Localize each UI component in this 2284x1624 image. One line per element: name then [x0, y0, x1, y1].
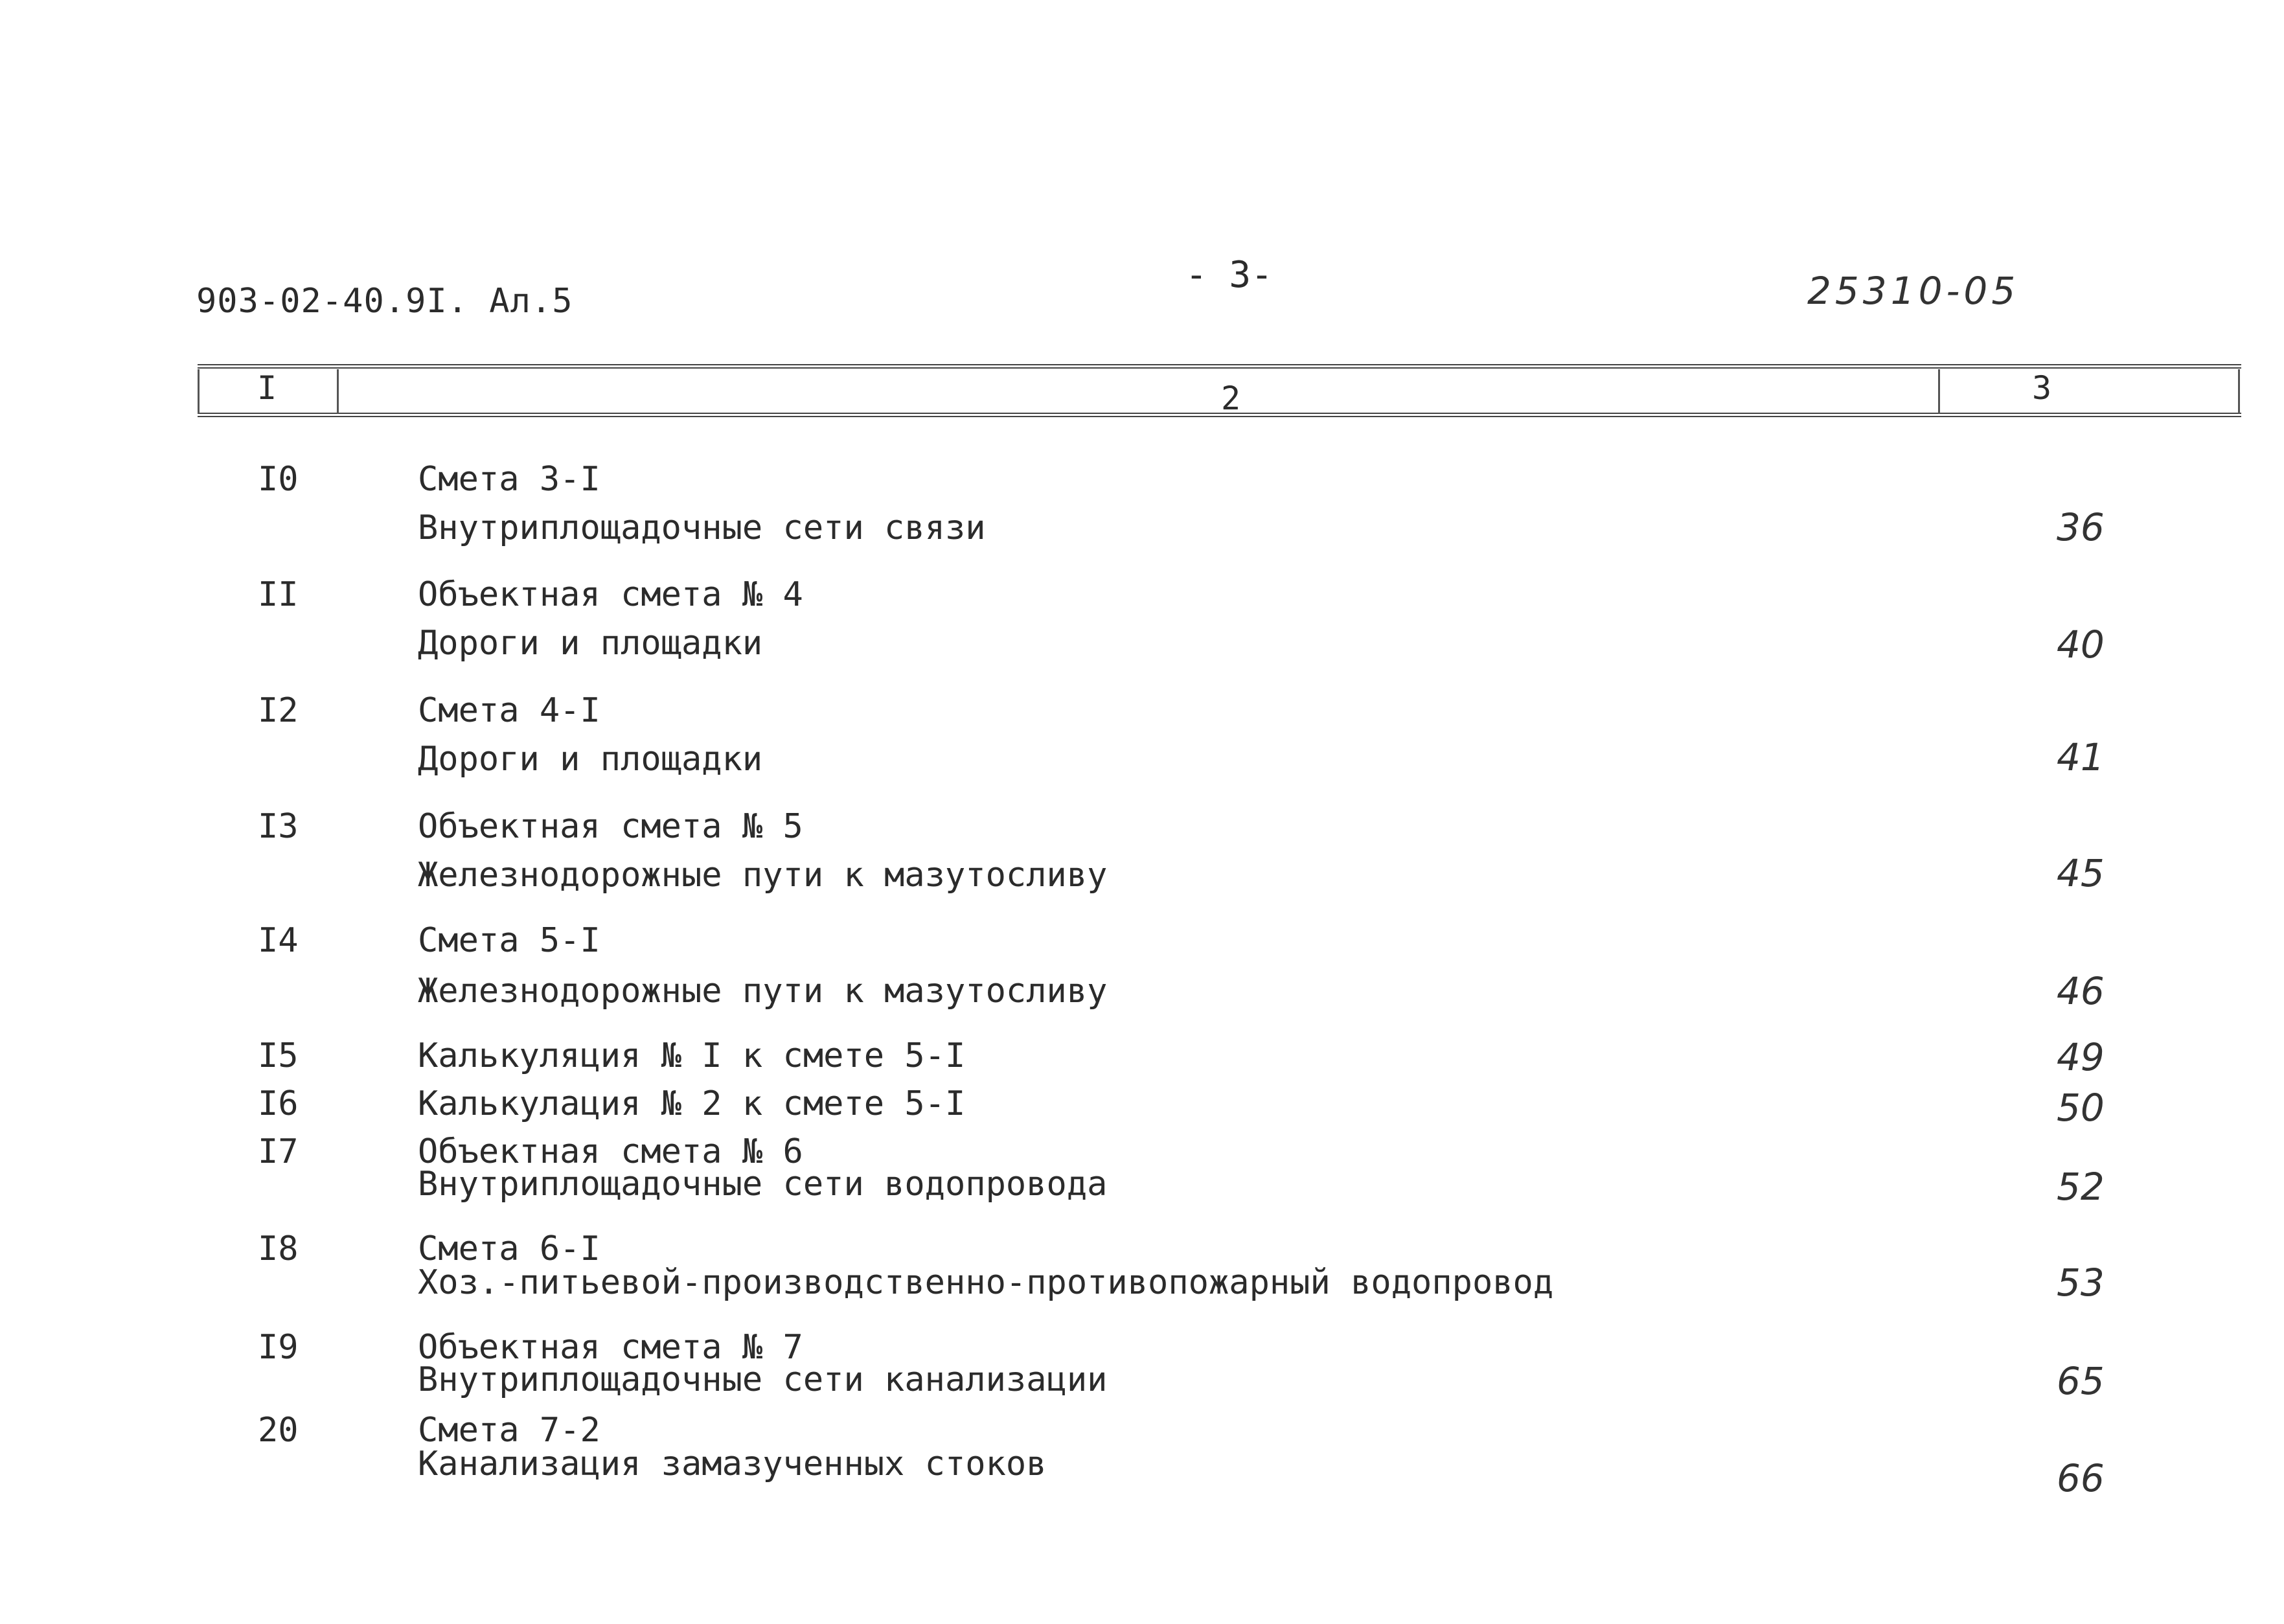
item-title: Объектная смета № 6	[418, 1132, 803, 1171]
item-title: Смета 3-I	[418, 460, 600, 499]
column-header-1: I	[257, 369, 277, 407]
item-title: Объектная смета № 4	[418, 575, 803, 614]
item-title: Калькулация № 2 к смете 5-I	[418, 1084, 966, 1123]
item-number: I7	[258, 1132, 299, 1171]
item-title: Калькуляция № I к смете 5-I	[418, 1036, 966, 1075]
item-page: 46	[2057, 969, 2105, 1013]
item-subtitle: Железнодорожные пути к мазутосливу	[418, 972, 1108, 1011]
item-number: I5	[258, 1036, 299, 1075]
item-title: Смета 5-I	[418, 921, 600, 960]
item-page: 52	[2057, 1165, 2105, 1209]
column-header-2: 2	[1221, 380, 1241, 417]
item-subtitle: Дороги и площадки	[418, 740, 763, 779]
item-subtitle: Внутриплощадочные сети водопровода	[418, 1165, 1108, 1204]
item-title: Объектная смета № 5	[418, 807, 803, 846]
item-page: 41	[2057, 735, 2105, 779]
item-number: 20	[258, 1411, 299, 1450]
item-number: I3	[258, 807, 299, 846]
header-rule-top	[198, 364, 2241, 369]
item-number: I4	[258, 921, 299, 960]
item-page: 49	[2057, 1035, 2105, 1079]
header-separator-left	[198, 369, 200, 413]
header-separator-1	[337, 369, 339, 413]
item-subtitle: Внутриплощадочные сети канализации	[418, 1360, 1108, 1399]
item-title: Смета 6-I	[418, 1229, 600, 1268]
item-page: 65	[2057, 1359, 2105, 1403]
item-subtitle: Дороги и площадки	[418, 624, 763, 663]
item-page: 50	[2057, 1086, 2105, 1130]
header-separator-2	[1938, 369, 1940, 413]
item-title: Объектная смета № 7	[418, 1328, 803, 1367]
item-page: 66	[2057, 1456, 2105, 1500]
header-rule-bottom	[198, 413, 2241, 417]
column-header-3: 3	[2032, 369, 2052, 407]
column-header-band	[198, 364, 2241, 417]
item-title: Смета 7-2	[418, 1411, 600, 1450]
page-number: - 3-	[1185, 254, 1273, 296]
item-page: 45	[2057, 851, 2105, 895]
item-title: Смета 4-I	[418, 691, 600, 730]
item-page: 40	[2057, 623, 2105, 667]
item-number: II	[258, 575, 299, 614]
item-subtitle: Железнодорожные пути к мазутосливу	[418, 856, 1108, 895]
item-subtitle: Канализация замазученных стоков	[418, 1445, 1047, 1483]
item-subtitle: Внутриплощадочные сети связи	[418, 509, 986, 547]
archive-number: 25310-05	[1807, 269, 2020, 313]
item-number: I8	[258, 1229, 299, 1268]
item-number: I2	[258, 691, 299, 730]
item-number: I6	[258, 1084, 299, 1123]
document-code: 903-02-40.9I. Ал.5	[196, 282, 573, 321]
item-number: I0	[258, 460, 299, 499]
item-page: 53	[2057, 1261, 2105, 1305]
item-page: 36	[2057, 505, 2105, 549]
item-subtitle: Хоз.-питьевой-производственно-противопожарный водопровод	[418, 1263, 1554, 1302]
item-number: I9	[258, 1328, 299, 1367]
header-separator-right	[2238, 369, 2240, 413]
